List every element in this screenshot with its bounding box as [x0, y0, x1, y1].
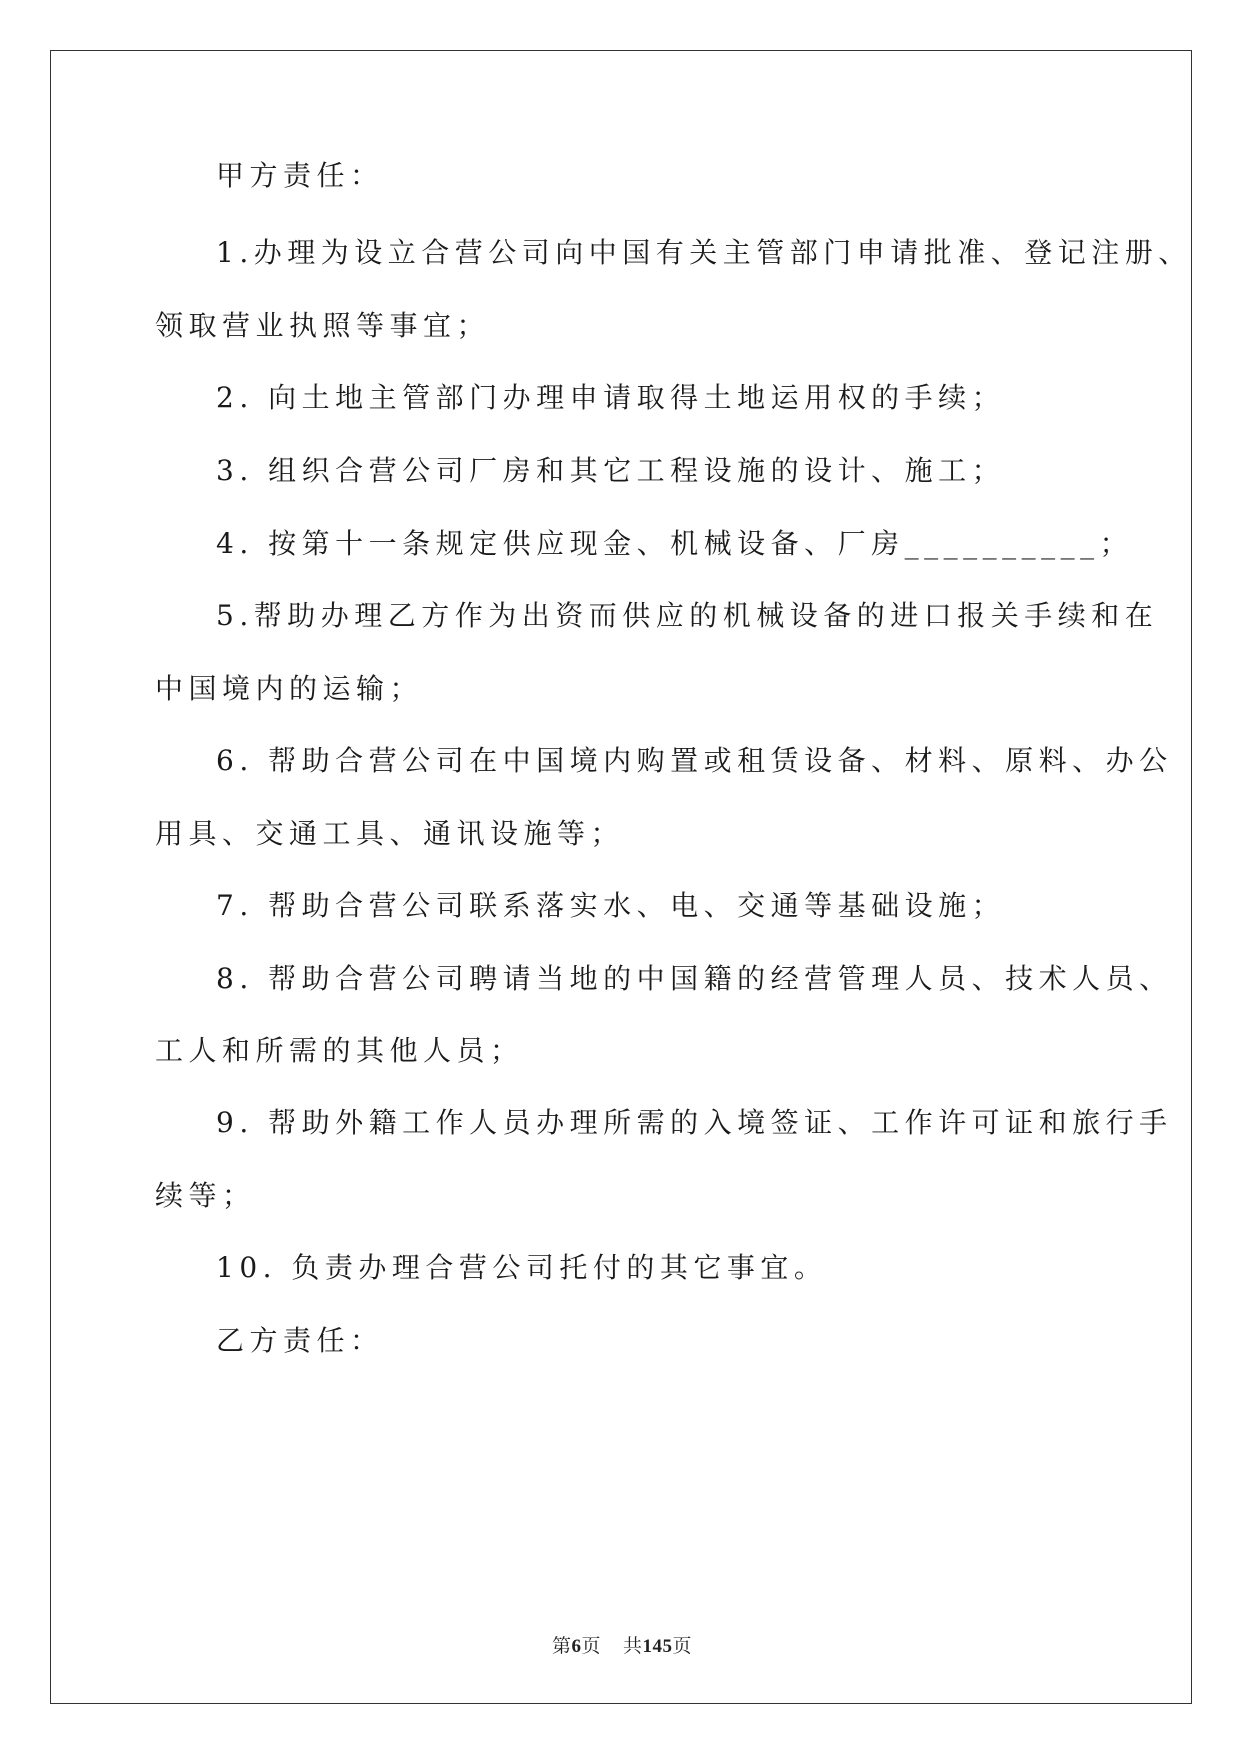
party-b-heading: 乙方责任： [216, 1324, 384, 1357]
item-2: 2. 向土地主管部门办理申请取得土地运用权的手续； [216, 381, 1006, 414]
item-4: 4. 按第十一条规定供应现金、机械设备、厂房__________； [216, 527, 1134, 560]
page-suffix: 页 [581, 1635, 601, 1657]
total-pages: 145 [642, 1636, 673, 1657]
item-7: 7. 帮助合营公司联系落实水、电、交通等基础设施； [216, 889, 1006, 922]
total-suffix: 页 [672, 1635, 693, 1657]
page-prefix: 第 [551, 1635, 572, 1657]
item-5-line-1: 5.帮助办理乙方作为出资而供应的机械设备的进口报关手续和在 [216, 599, 1159, 632]
item-6-line-2: 用具、交通工具、通讯设施等； [155, 817, 625, 850]
item-8-line-1: 8. 帮助合营公司聘请当地的中国籍的经营管理人员、技术人员、 [216, 962, 1173, 995]
item-9-line-2: 续等； [155, 1179, 256, 1212]
item-5-line-2: 中国境内的运输； [155, 672, 424, 705]
page-frame [50, 50, 1192, 1704]
item-9-line-1: 9. 帮助外籍工作人员办理所需的入境签证、工作许可证和旅行手 [216, 1106, 1173, 1139]
item-1-line-2: 领取营业执照等事宜； [155, 309, 491, 342]
item-8-line-2: 工人和所需的其他人员； [155, 1034, 524, 1067]
total-prefix: 共 [623, 1635, 643, 1657]
page-footer [51, 1631, 1193, 1658]
item-1-line-1: 1.办理为设立合营公司向中国有关主管部门申请批准、登记注册、 [216, 236, 1192, 269]
item-6-line-1: 6. 帮助合营公司在中国境内购置或租赁设备、材料、原料、办公 [216, 744, 1173, 777]
item-3: 3. 组织合营公司厂房和其它工程设施的设计、施工； [216, 454, 1006, 487]
page-number: 6 [571, 1636, 582, 1657]
item-10: 10. 负责办理合营公司托付的其它事宜。 [216, 1251, 828, 1284]
party-a-heading: 甲方责任： [216, 159, 384, 192]
